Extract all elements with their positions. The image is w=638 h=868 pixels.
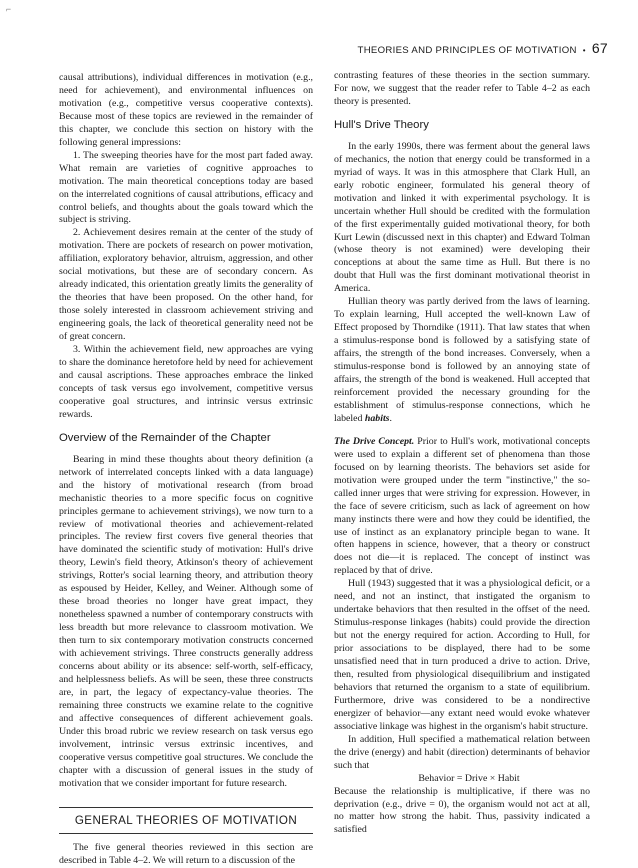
left-column xyxy=(59,72,313,868)
page-number: 67 xyxy=(591,40,608,56)
term-habits: habits xyxy=(364,412,390,424)
impression-1: 1. The sweeping theories have for the most part faded away. What remain are varieties of cognitive approaches to motivation. The main theoretical conceptions today are based on the interrelated cognitions of causal attributions, efficacy and control beliefs, and thoughts about the goals toward which the subject is striving. xyxy=(59,149,313,226)
section-rule-top xyxy=(59,807,313,808)
corner-mark: ⌐ xyxy=(6,4,12,14)
paragraph-end: . xyxy=(389,412,392,424)
bullet-separator: • xyxy=(582,46,586,55)
impression-2: 2. Achievement desires remain at the center of the study of motivation. There are pockets of research on power motivation, affiliation, exploratory behavior, altruism, aggression, and other social motivations, but these are of secondary concern. As already indicated, this orientation greatly limits the generality of the theories that have been proposed. On the other hand, for those solely interested in classroom achievement striving and engineering goals, the lack of theoretical generality need not be of great concern. xyxy=(59,227,313,343)
run-in-heading-drive: The Drive Concept. xyxy=(334,435,415,447)
impression-3: 3. Within the achievement field, new approaches are vying to share the dominance heretofore held by need for achievement and causal ascriptions. These approaches embrace the linked concepts of task versus ego involvement, competitive versus cooperative goal structures, and intrinsic versus extrinsic rewards. xyxy=(59,344,313,420)
section-heading-block xyxy=(59,801,313,835)
paragraph-text: Prior to Hull's work, motivational concepts were used to explain a different set of phenomena than those focused on by learning theorists. The behaviors set aside for motivation were grouped under the term "instinctive," the so-called inner urges that were striving for expression. However, in the face of severe criticism, such as lack of agreement on how many instincts there were and how they could be identified, the use of instinct as an explanatory principle began to wane. It often happens in science, however, that a theory or construct does not die—it is replaced. The concept of instinct was replaced by that of drive. xyxy=(334,435,590,577)
paragraph: contrasting features of these theories in the section summary. For now, we suggest that the reader refer to Table 4–2 as each theory is presented. xyxy=(334,70,590,107)
paragraph: causal attributions), individual differences in motivation (e.g., need for achievement), and environmental influences on motivation (e.g., competitive versus cooperative contexts). Because most of these topics are reviewed in the remainder of this chapter, we conclude this section on history with the following general impressions: xyxy=(59,72,313,148)
paragraph: In the early 1990s, there was ferment about the general laws of mechanics, the notion that energy could be transformed in a myriad of ways. It was in this atmosphere that Clark Hull, an early robotic engineer, formulated his general theory of motivation and linked it with experimental psychology. It is uncertain whether Hull should be credited with the formulation of the first experimentally guided motivational theory, for both Kurt Lewin (discussed next in this chapter) and Edward Tolman (whose theory is not examined) were developing their conceptions at about the same time as Hull. But there is no doubt that Hull was the first dominant motivational theorist in America. xyxy=(334,140,590,295)
paragraph: Bearing in mind these thoughts about theory definition (a network of interrelated concepts linked with a data language) and the history of motivational research (from broad mechanistic theories to a more specific focus on cognitive principles germane to achievement strivings), we now turn to a review of motivational theories and achievement-related principles. The review first covers five general theories that have dominated the scientific study of motivation: Hull's drive theory, Lewin's field theory, Atkinson's theory of achievement strivings, Rotter's social learning theory, and attribution theory as espoused by Heider, Kelley, and Weiner. Although some of these broad theories no longer have great impact, they nonetheless spawned a number of contemporary constructs with less breadth but more relevance to classroom motivation. We then turn to six contemporary motivation constructs concerned with achievement strivings. Three constructs generally address concerns about ability or its absence: self-worth, self-efficacy, and helplessness beliefs. As will be seen, these three constructs are, in part, the legacy of expectancy-value theories. The remaining three constructs we examine relate to the cognitive and affective consequences of different achievement goals. Under this broad rubric we review research on task versus ego involvement, intrinsic versus extrinsic incentives, and cooperative versus competitive goal structures. We conclude the chapter with a discussion of general issues in the study of motivation that we consider important for future research. xyxy=(59,453,313,789)
running-title: THEORIES AND PRINCIPLES OF MOTIVATION xyxy=(357,45,577,56)
equation: Behavior = Drive × Habit xyxy=(418,772,520,784)
paragraph xyxy=(334,436,590,578)
paragraph: Hull (1943) suggested that it was a physiological deficit, or a need, and not an instinct, that instigated the organism to undertake behaviors that then resulted in the offset of the need. Stimulus-response linkages (habits) could provide the direction but not the energy required for action. According to Hull, for prior associations to be displayed, there had to be some unsatisfied need that in turn produced a drive to action. Drive, then, resulted from physiological disequilibrium and instigated behaviors that returned the organism to a state of equilibrium. Furthermore, drive was considered to be a nondirective energizer of behavior—any extant need would evoke whatever associative linkage was highest in the organism's habit structure. xyxy=(334,578,590,732)
running-head xyxy=(358,40,608,56)
paragraph-text: Hullian theory was partly derived from the laws of learning. To explain learning, Hull accepted the well-known Law of Effect proposed by Thorndike (1911). That law states that when a stimulus-response bond is followed by a satisfying state of affairs, the strength of the bond increases. Conversely, when a stimulus-response bond is followed by an annoying state of affairs, the strength of the bond is weakened. Hull accepted that reinforcement provided the necessary grounding for the establishment of stimulus-response connections, which he labeled xyxy=(334,296,590,424)
heading-overview: Overview of the Remainder of the Chapter xyxy=(59,431,271,444)
section-heading: GENERAL THEORIES OF MOTIVATION xyxy=(59,815,313,835)
paragraph: The five general theories reviewed in this section are described in Table 4–2. We will return to a discussion of the xyxy=(59,842,313,867)
heading-hull: Hull's Drive Theory xyxy=(334,118,429,131)
paragraph xyxy=(334,296,590,426)
paragraph: Because the relationship is multiplicative, if there was no deprivation (e.g., drive = 0), the organism would not act at all, no matter how strong the habit. Thus, passivity indicated a satisfied xyxy=(334,785,590,836)
paragraph: In addition, Hull specified a mathematical relation between the drive (energy) and habit (direction) determinants of behavior such that xyxy=(334,733,590,771)
right-column xyxy=(334,70,590,837)
